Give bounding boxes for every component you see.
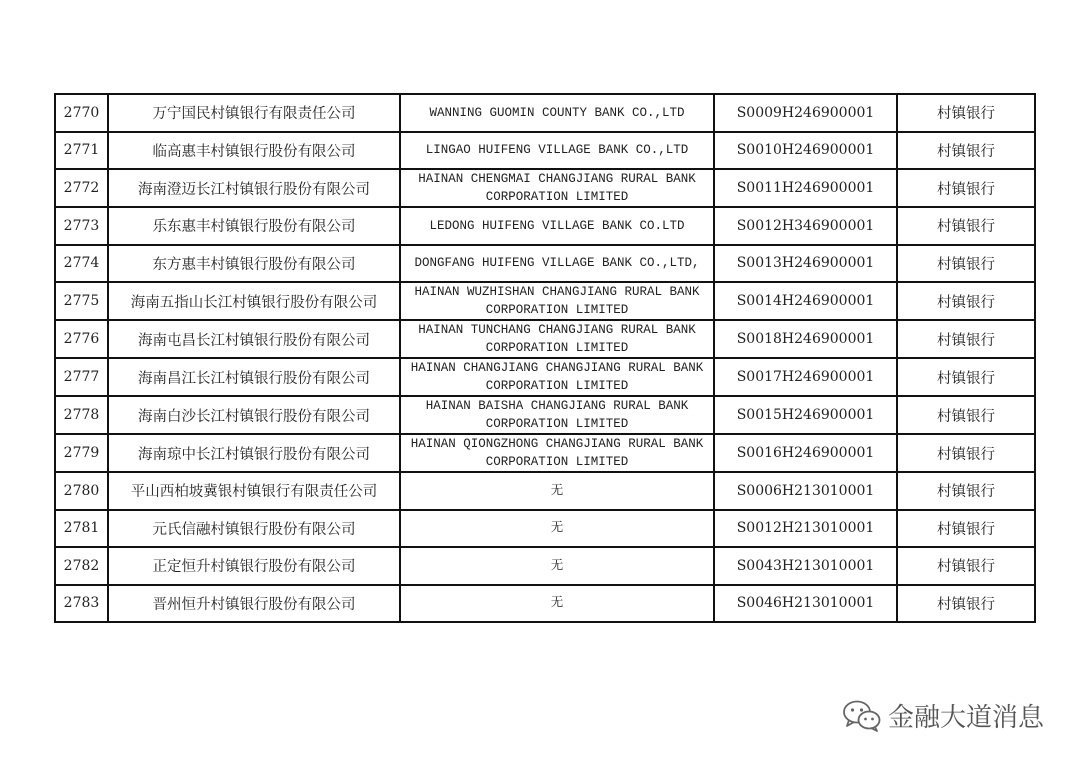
license-code: S0014H246900001 [714, 282, 897, 320]
institution-type: 村镇银行 [897, 132, 1035, 170]
bank-name-en: LINGAO HUIFENG VILLAGE BANK CO.,LTD [400, 132, 714, 170]
row-number: 2777 [55, 358, 108, 396]
bank-name-cn: 临高惠丰村镇银行股份有限公司 [108, 132, 400, 170]
bank-name-cn: 海南五指山长江村镇银行股份有限公司 [108, 282, 400, 320]
license-code: S0016H246900001 [714, 434, 897, 472]
bank-name-cn: 东方惠丰村镇银行股份有限公司 [108, 245, 400, 283]
row-number: 2772 [55, 169, 108, 207]
license-code: S0046H213010001 [714, 585, 897, 623]
bank-name-en: HAINAN TUNCHANG CHANGJIANG RURAL BANK CORPORATION LIMITED [400, 320, 714, 358]
row-number: 2774 [55, 245, 108, 283]
license-code: S0015H246900001 [714, 396, 897, 434]
bank-name-cn: 万宁国民村镇银行有限责任公司 [108, 94, 400, 132]
institution-type: 村镇银行 [897, 245, 1035, 283]
row-number: 2780 [55, 472, 108, 510]
bank-name-en: HAINAN QIONGZHONG CHANGJIANG RURAL BANK CORPORATION LIMITED [400, 434, 714, 472]
row-number: 2771 [55, 132, 108, 170]
table-row [55, 132, 1035, 170]
row-number: 2770 [55, 94, 108, 132]
bank-name-en: 无 [400, 547, 714, 585]
row-number: 2779 [55, 434, 108, 472]
institution-type: 村镇银行 [897, 547, 1035, 585]
bank-name-en: DONGFANG HUIFENG VILLAGE BANK CO.,LTD, [400, 245, 714, 283]
institution-type: 村镇银行 [897, 282, 1035, 320]
table-row [55, 396, 1035, 434]
license-code: S0013H246900001 [714, 245, 897, 283]
bank-name-cn: 海南屯昌长江村镇银行股份有限公司 [108, 320, 400, 358]
institution-type: 村镇银行 [897, 358, 1035, 396]
bank-name-en: HAINAN WUZHISHAN CHANGJIANG RURAL BANK CORPORATION LIMITED [400, 282, 714, 320]
bank-name-cn: 海南琼中长江村镇银行股份有限公司 [108, 434, 400, 472]
license-code: S0017H246900001 [714, 358, 897, 396]
table-row [55, 169, 1035, 207]
license-code: S0006H213010001 [714, 472, 897, 510]
row-number: 2783 [55, 585, 108, 623]
bank-name-cn: 元氏信融村镇银行股份有限公司 [108, 510, 400, 548]
institution-type: 村镇银行 [897, 169, 1035, 207]
bank-name-en: HAINAN CHENGMAI CHANGJIANG RURAL BANK CORPORATION LIMITED [400, 169, 714, 207]
institution-type: 村镇银行 [897, 320, 1035, 358]
table-row [55, 434, 1035, 472]
row-number: 2782 [55, 547, 108, 585]
row-number: 2773 [55, 207, 108, 245]
row-number: 2778 [55, 396, 108, 434]
table-row [55, 472, 1035, 510]
bank-name-cn: 晋州恒升村镇银行股份有限公司 [108, 585, 400, 623]
bank-name-cn: 海南昌江长江村镇银行股份有限公司 [108, 358, 400, 396]
table-row [55, 94, 1035, 132]
table-row [55, 320, 1035, 358]
institution-type: 村镇银行 [897, 472, 1035, 510]
table-row [55, 358, 1035, 396]
license-code: S0012H346900001 [714, 207, 897, 245]
row-number: 2775 [55, 282, 108, 320]
row-number: 2776 [55, 320, 108, 358]
license-code: S0009H246900001 [714, 94, 897, 132]
watermark [842, 697, 1044, 734]
license-code: S0018H246900001 [714, 320, 897, 358]
institution-type: 村镇银行 [897, 585, 1035, 623]
bank-name-en: HAINAN BAISHA CHANGJIANG RURAL BANK CORPORATION LIMITED [400, 396, 714, 434]
license-code: S0043H213010001 [714, 547, 897, 585]
table-row [55, 245, 1035, 283]
bank-name-en: 无 [400, 585, 714, 623]
table-row [55, 585, 1035, 623]
table-row [55, 282, 1035, 320]
institution-type: 村镇银行 [897, 396, 1035, 434]
bank-name-en: 无 [400, 510, 714, 548]
institution-type: 村镇银行 [897, 94, 1035, 132]
row-number: 2781 [55, 510, 108, 548]
license-code: S0011H246900001 [714, 169, 897, 207]
table-row [55, 207, 1035, 245]
table-body [55, 94, 1035, 622]
bank-name-cn: 海南澄迈长江村镇银行股份有限公司 [108, 169, 400, 207]
bank-table [54, 93, 1036, 623]
bank-name-en: 无 [400, 472, 714, 510]
license-code: S0010H246900001 [714, 132, 897, 170]
bank-name-cn: 海南白沙长江村镇银行股份有限公司 [108, 396, 400, 434]
table-row [55, 547, 1035, 585]
institution-type: 村镇银行 [897, 207, 1035, 245]
bank-name-cn: 平山西柏坡冀银村镇银行有限责任公司 [108, 472, 400, 510]
bank-name-en: LEDONG HUIFENG VILLAGE BANK CO.LTD [400, 207, 714, 245]
institution-type: 村镇银行 [897, 510, 1035, 548]
table-row [55, 510, 1035, 548]
bank-name-en: HAINAN CHANGJIANG CHANGJIANG RURAL BANK CORPORATION LIMITED [400, 358, 714, 396]
watermark-text: 金融大道消息 [887, 703, 1044, 733]
wechat-icon [842, 699, 882, 733]
bank-name-cn: 乐东惠丰村镇银行股份有限公司 [108, 207, 400, 245]
license-code: S0012H213010001 [714, 510, 897, 548]
bank-name-cn: 正定恒升村镇银行股份有限公司 [108, 547, 400, 585]
institution-type: 村镇银行 [897, 434, 1035, 472]
bank-name-en: WANNING GUOMIN COUNTY BANK CO.,LTD [400, 94, 714, 132]
